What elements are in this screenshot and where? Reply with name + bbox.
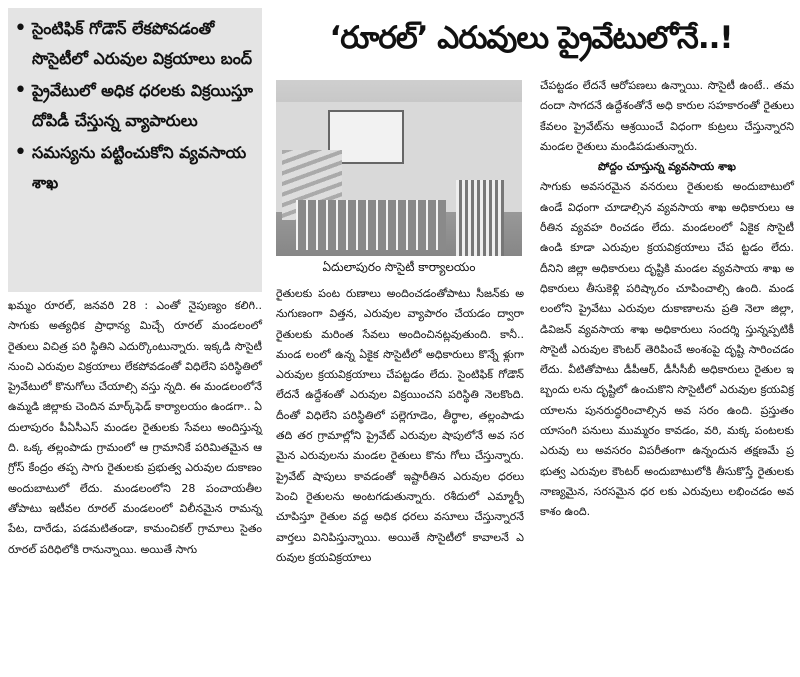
- society-office-photo: [276, 80, 522, 274]
- article-column-3: [540, 76, 794, 523]
- highlight-item: [14, 76, 256, 136]
- subheading: పోద్దం చూస్తున్న వ్యవసాయ శాఖ: [598, 160, 736, 174]
- article-column-1: ఖమ్మం రూరల్, జనవరి 28 : ఎంతో నైపుణ్యం కలిగి.. సాగుకు అత్యధిక ప్రాధాన్య మిచ్చే రూరల్ మండలంలో రైతులు విచిత్ర పరి స్థితిని ఎదుర్కొంటున్నారు. ఇక్కడి సొసైటీ నుంచి ఎరువుల విక్రయాలు లేకపోవడంతో విధిలేని పరిస్థితిలో ప్రైవేటులో కొనుగోలు చేయాల్సి వస్తు న్నది. ఈ మండలంలోనే ఉమ్మడి జిల్లాకు చెందిన మార్క్‌ఫెడ్ కార్యాలయం ఉండగా.. ఏదులాపురం పీఏసీఎస్ మండల రైతులకు సేవలు అందిస్తున్నది. ఒక్క తల్లంపాడు గ్రామంలో ఆ గ్రామానికే పరిమితమైన ఆగ్రోస్ కేంద్రం తప్ప సాగు రైతులకు ప్రభుత్వ ఎరువుల దుకాణం అందుబాటులో లేదు. మండలంలోని 28 పంచాయతీలతోపాటు ఇటీవల రూరల్ మండలంలో విలీనమైన రామన్నపేట, దారేడు, పడమటితండా, కామంచికల్ గ్రామాలు సైతం రూరల్ పరిధిలోకి రానున్నాయి. అయితే సాగు: [8, 299, 262, 556]
- photo-gate: [456, 180, 504, 260]
- highlight-text: సమస్యను పట్టించుకోని వ్యవసాయ శాఖ: [32, 143, 247, 192]
- bullet-icon: •: [14, 78, 27, 103]
- highlights-box: [8, 8, 262, 292]
- article-column-2: రైతులకు పంట రుణాలు అందించడంతోపాటు సీజన్‌కు అనుగుణంగా విత్తన, ఎరువుల వ్యాపారం చేయడం ద్వారా రైతులకు మరింత సేవలు అందించినట్లవుతుంది. కానీ.. మండ లంలో ఉన్న ఏకైక సొసైటీలో అధికారులు కొన్నే ళ్లుగా ఎరువుల క్రయవిక్రయాలు చేపట్టడం లేదు. సైంటిఫిక్ గోడౌన్ లేదనే ఉద్దేశంతో ఎరువుల విక్రయించని పరిస్థితి నెలకొంది. దీంతో విధిలేని పరిస్థితిలో పల్లెగూడెం, తీర్థాల, తల్లంపాడు తది తర గ్రామాల్లోని ప్రైవేట్ ఎరువుల షాపులోనే అవ సరమైన ఎరువులను మండల రైతులు కొను గోలు చేస్తున్నారు. ప్రైవేట్ షాపులు కావడంతో ఇష్టారీతిన ఎరువుల ధరలు పెంచి రైతులను అంటగడుతున్నారు. రశీదులో ఎమ్మార్పీ చూపిస్తూ రైతుల వద్ద అధిక ధరలు వసూలు చేస్తున్నారనే వార్తలు వినిపిస్తున్నాయి. అయితే సొసైటీలో కావాలనే ఎరువుల క్రయవిక్రయాలు: [276, 287, 524, 564]
- highlight-item: [14, 138, 256, 198]
- photo-caption: ఏదులాపురం సొసైటీ కార్యాలయం: [276, 256, 522, 278]
- bullet-icon: •: [14, 140, 27, 165]
- column-3-paragraph: చేపట్టడం లేదనే ఆరోపణలు ఉన్నాయి. సొసైటీ ఉంటే.. తమ దందా సాగదనే ఉద్దేశంతోనే అధి కారుల సహకారంతో రైతులు కేవలం ప్రైవేట్‌ను ఆశ్రయించే విధంగా కుట్రలు చేస్తున్నారని మండల రైతులు మండిపడుతున్నారు.: [540, 79, 794, 153]
- photo-fence: [296, 200, 446, 250]
- highlight-text: ప్రైవేటులో అధిక ధరలకు విక్రయిస్తూ దోపిడీ చేస్తున్న వ్యాపారులు: [32, 81, 253, 130]
- bullet-icon: •: [14, 16, 27, 41]
- highlight-item: [14, 14, 256, 74]
- headline: ‘రూరల్’ ఎరువులు ప్రైవేటులోనే..!: [329, 20, 733, 56]
- column-3-paragraph: సాగుకు అవసరమైన వనరులు రైతులకు అందుబాటులో ఉండే విధంగా చూడాల్సిన వ్యవసాయ శాఖ అధికారులు ఆ రీతిన వ్యవహ రించడం లేదు. మండలంలో ఏకైక సొసైటీ ఉండి కూడా ఎరువుల క్రయవిక్రయాలు చేప ట్టడం లేదు. దీనిని జిల్లా అధికారులు దృష్టికి మండల వ్యవసాయ శాఖ అధికారులు తీసుకెళ్లి పరిష్కారం చూపించాల్సి ఉంది. మండలంలోని ప్రైవేటు ఎరువుల దుకాణాలను ప్రతి నెలా జిల్లా, డివిజన్ వ్యవసాయ శాఖ అధికారులు సందర్శి స్తున్నప్పటికీ సొసైటీ ఎరువుల కౌంటర్ తెరిపించే అంశంపై దృష్టి సారించడం లేదు. వీటితోపాటు డీపీఆర్, డీసీసీబీ అధికారులు రైతుల ఇబ్బందు లను దృష్టిలో ఉంచుకొని సొసైటీలో ఎరువుల క్రయవిక్రయాలను పునరుద్ధరించాల్సిన అవ సరం ఉంది. ప్రస్తుతం యాసంగి పనులు ముమ్మరం కావడం, వరి, మక్క పంటలకు ఎరువు లు అవసరం విపరీతంగా ఉన్నందున తక్షణమే ప్రభుత్వ ఎరువుల కౌంటర్ అందుబాటులోకి తీసుకొస్తే రైతులకు నాణ్యమైన, సరసమైన ధర లకు ఎరువులు లభించడం అవకాశం ఉంది.: [540, 180, 794, 519]
- highlight-text: సైంటిఫిక్ గోడౌన్ లేకపోవడంతో సొసైటీలో ఎరువుల విక్రయాలు బంద్: [32, 19, 253, 68]
